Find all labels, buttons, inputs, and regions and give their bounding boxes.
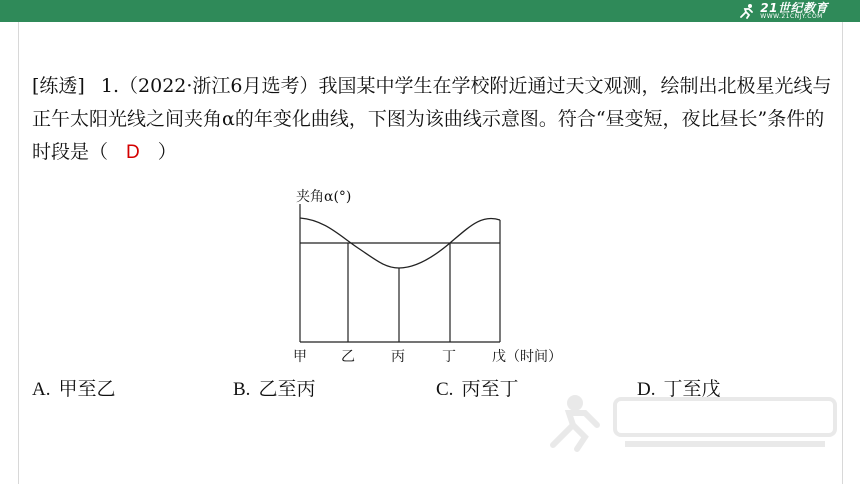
- y-axis-label: 夹角α(°): [296, 189, 352, 205]
- site-logo: [738, 2, 828, 20]
- question-tag: [练透]: [32, 75, 85, 97]
- logo-text: 21世纪教育: [760, 1, 828, 15]
- header-bar: [0, 0, 860, 22]
- x-axis-label: （时间）: [506, 349, 562, 365]
- question-stem: 我国某中学生在学校附近通过天文观测，绘制出北极星光线与正午太阳光线之间夹角α的年变化曲线，下图为该曲线示意图。符合“昼变短，夜比昼长”条件的时段是（: [32, 75, 832, 163]
- x-tick-wu: 戊: [492, 349, 506, 365]
- option-c[interactable]: [436, 374, 518, 401]
- option-letter: D.: [637, 379, 656, 400]
- x-tick-yi: 乙: [341, 349, 355, 365]
- logo-url: WWW.21CNJY.COM: [760, 13, 823, 20]
- angle-curve-figure: [270, 180, 590, 370]
- x-tick-bing: 丙: [391, 349, 405, 365]
- runner-icon: [738, 3, 756, 19]
- option-text: 丙至丁: [461, 378, 519, 400]
- question-stem-end: ）: [157, 141, 177, 163]
- option-d[interactable]: [637, 374, 721, 401]
- x-tick-jia: 甲: [293, 349, 307, 365]
- option-b[interactable]: [233, 374, 315, 401]
- option-text: 乙至丙: [258, 378, 316, 400]
- option-letter: C.: [436, 379, 454, 400]
- question-text: [32, 70, 832, 169]
- option-a[interactable]: [32, 374, 116, 401]
- answer-options: [32, 374, 832, 404]
- option-text: 丁至戊: [663, 378, 721, 400]
- option-letter: B.: [233, 379, 251, 400]
- x-tick-ding: 丁: [442, 349, 456, 365]
- option-letter: A.: [32, 379, 51, 400]
- question-number: 1.: [100, 75, 120, 97]
- option-text: 甲至乙: [58, 378, 116, 400]
- answer-mark: D: [126, 142, 140, 163]
- question-source: （2022·浙江6月选考）: [119, 75, 319, 97]
